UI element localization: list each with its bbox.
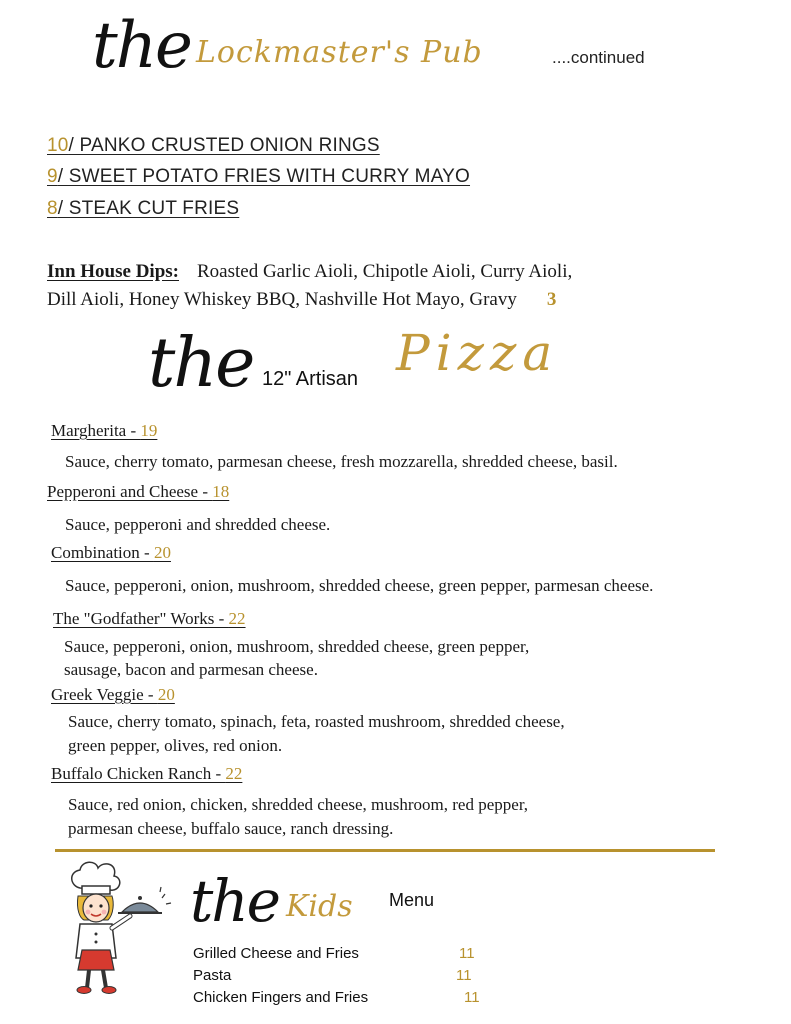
- pizza-name-godfather: [53, 609, 246, 629]
- pizza-price: 18: [212, 482, 230, 501]
- pizza-name-text: The "Godfather" Works -: [53, 609, 229, 628]
- dips-price: 3: [546, 289, 557, 310]
- pizza-desc: Sauce, red onion, chicken, shredded cheese, mushroom, red pepper,: [68, 795, 529, 814]
- pub-name-title: Lockmaster's Pub: [196, 35, 483, 70]
- section-divider: [55, 849, 715, 852]
- kids-item-name: Grilled Cheese and Fries: [193, 945, 359, 962]
- pizza-desc: Sauce, pepperoni, onion, mushroom, shredded cheese, green pepper, parmesan cheese.: [65, 576, 654, 595]
- kids-menu-label: Menu: [389, 890, 435, 910]
- kids-item-name: Chicken Fingers and Fries: [193, 989, 369, 1006]
- kids-item-price: 11: [464, 989, 480, 1006]
- pizza-name-text: Pepperoni and Cheese -: [47, 482, 213, 501]
- kids-the-script: the: [190, 867, 279, 935]
- kids-section-title: Kids: [286, 889, 353, 924]
- side-price: 8: [47, 198, 58, 219]
- pizza-price: 22: [225, 764, 243, 783]
- side-name: / SWEET POTATO FRIES WITH CURRY MAYO: [57, 166, 471, 187]
- side-item-onion-rings: [47, 135, 380, 157]
- pizza-price: 20: [153, 543, 171, 562]
- dips-line-1: Roasted Garlic Aioli, Chipotle Aioli, Curry Aioli,: [197, 261, 573, 282]
- pizza-name-margherita: [51, 421, 157, 441]
- pizza-name-pepperoni: [47, 482, 229, 502]
- kids-item-name: Pasta: [193, 967, 232, 984]
- pizza-desc: Sauce, cherry tomato, spinach, feta, roasted mushroom, shredded cheese,: [68, 712, 565, 731]
- side-item-steak-fries: [47, 198, 239, 220]
- pizza-size-label: 12" Artisan: [262, 368, 359, 390]
- pizza-price: 20: [157, 685, 175, 704]
- continued-label: ....continued: [552, 48, 645, 67]
- chef-illustration-icon: [62, 858, 174, 998]
- pizza-the-script: the: [148, 324, 254, 403]
- pizza-desc: Sauce, pepperoni, onion, mushroom, shredded cheese, green pepper,: [64, 637, 530, 656]
- pizza-desc: sausage, bacon and parmesan cheese.: [64, 660, 318, 679]
- pizza-desc: Sauce, pepperoni and shredded cheese.: [65, 515, 331, 534]
- kids-item-price: 11: [456, 967, 472, 984]
- pizza-price: 22: [228, 609, 246, 628]
- pizza-name-greek-veggie: [51, 685, 175, 705]
- pizza-name-text: Greek Veggie -: [51, 685, 158, 704]
- pizza-section-title: Pizza: [396, 324, 559, 382]
- side-name: / PANKO CRUSTED ONION RINGS: [68, 135, 380, 156]
- side-price: 10: [47, 135, 69, 156]
- pizza-name-buffalo-chicken: [51, 764, 242, 784]
- pizza-desc: green pepper, olives, red onion.: [68, 736, 283, 755]
- side-item-sweet-potato-fries: [47, 166, 470, 188]
- pizza-name-combination: [51, 543, 171, 563]
- pizza-desc: Sauce, cherry tomato, parmesan cheese, fresh mozzarella, shredded cheese, basil.: [65, 452, 618, 471]
- kids-item-price: 11: [459, 945, 475, 962]
- pizza-name-text: Margherita -: [51, 421, 141, 440]
- dips-label: Inn House Dips:: [47, 261, 179, 282]
- dips-line-2: Dill Aioli, Honey Whiskey BBQ, Nashville Hot Mayo, Gravy: [47, 289, 517, 310]
- side-name: / STEAK CUT FRIES: [57, 198, 240, 219]
- pizza-name-text: Buffalo Chicken Ranch -: [51, 764, 226, 783]
- pizza-price: 19: [140, 421, 158, 440]
- pizza-name-text: Combination -: [51, 543, 154, 562]
- pizza-desc: parmesan cheese, buffalo sauce, ranch dressing.: [68, 819, 394, 838]
- house-dips: [47, 258, 747, 314]
- header-the-script: the: [92, 9, 191, 83]
- side-price: 9: [47, 166, 58, 187]
